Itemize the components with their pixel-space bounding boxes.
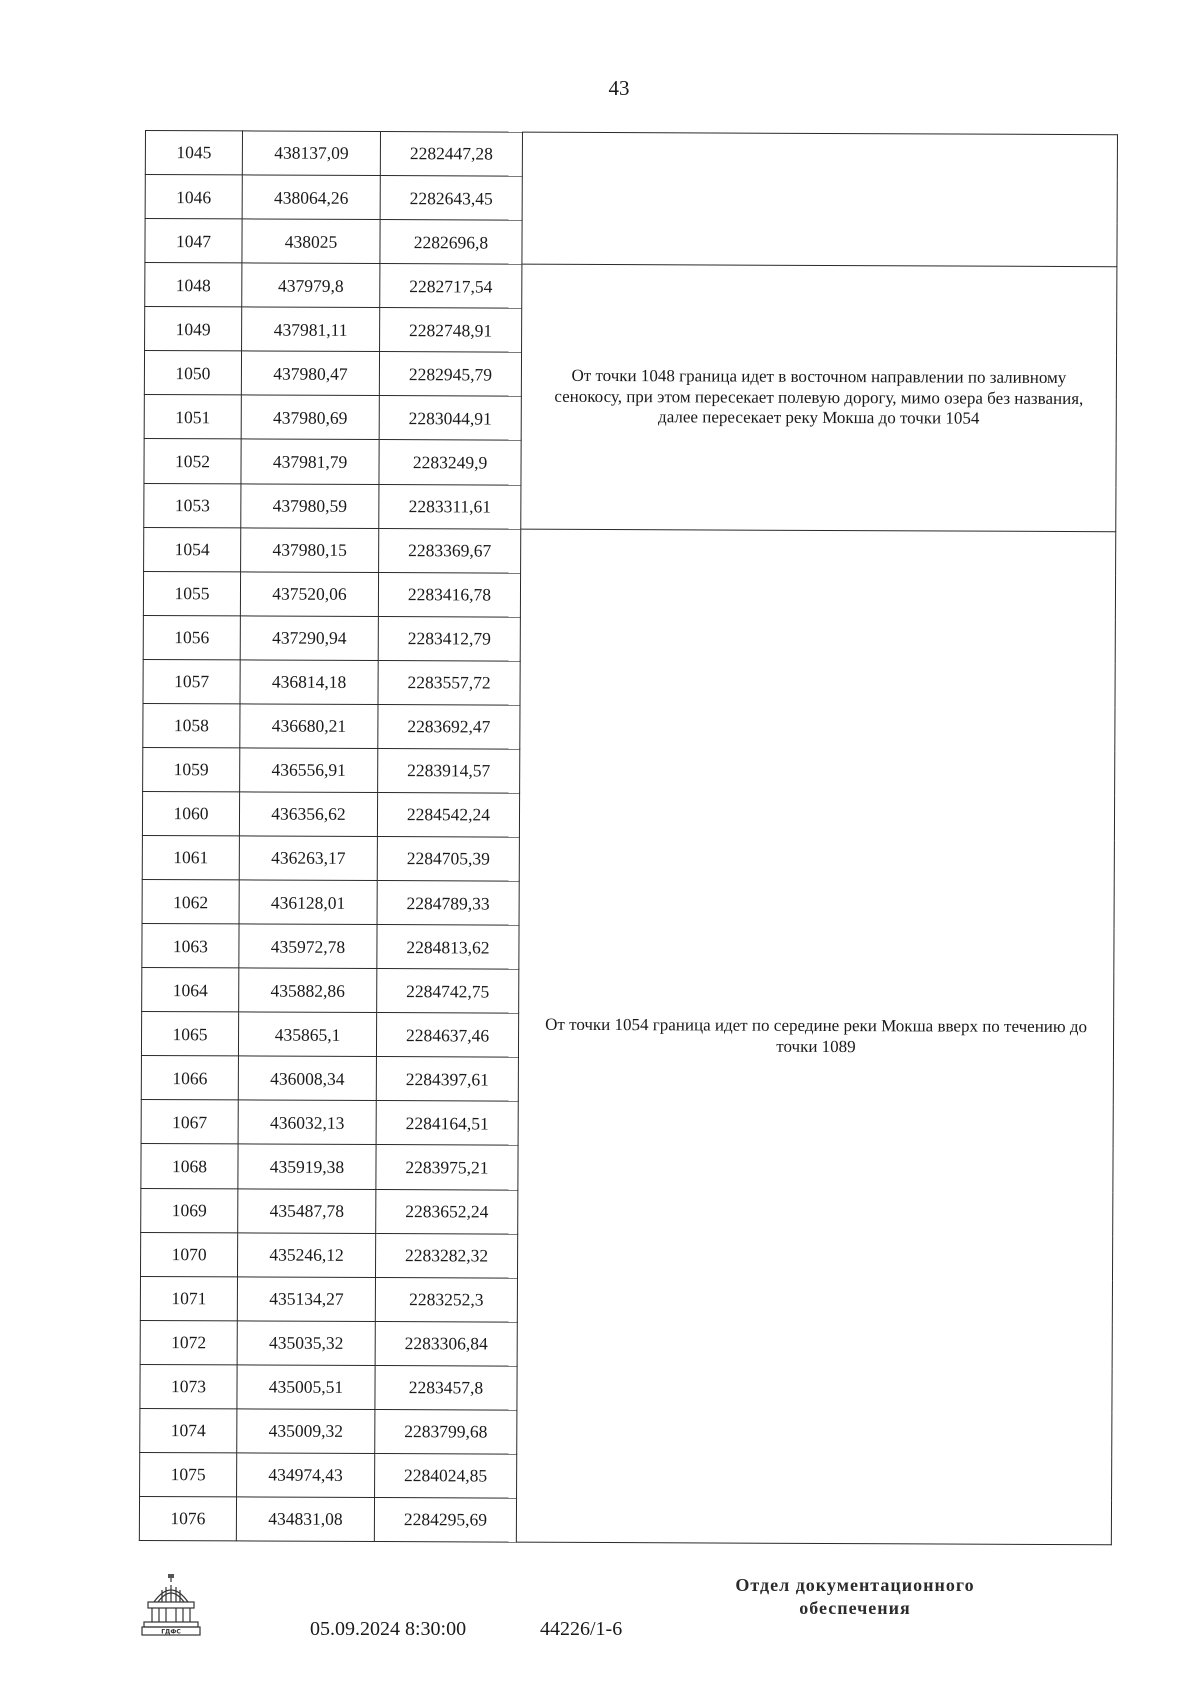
footer-document-number: 44226/1-6 xyxy=(540,1618,623,1640)
coord-y: 2284705,39 xyxy=(377,837,519,882)
point-number: 1066 xyxy=(141,1056,238,1100)
footer-datetime: 05.09.2024 8:30:00 xyxy=(310,1618,467,1640)
coord-x: 435246,12 xyxy=(237,1232,375,1277)
point-number: 1051 xyxy=(144,395,241,439)
coord-x: 435487,78 xyxy=(238,1188,376,1233)
page-number: 43 xyxy=(608,76,630,100)
point-number: 1049 xyxy=(145,307,242,351)
coord-x: 437981,11 xyxy=(242,307,380,352)
table-row xyxy=(145,131,1117,179)
coord-y: 2283369,67 xyxy=(379,528,521,573)
coord-y: 2283412,79 xyxy=(378,616,520,661)
coord-x: 436556,91 xyxy=(240,748,378,793)
point-number: 1075 xyxy=(140,1452,237,1496)
coord-x: 437979,8 xyxy=(242,263,380,308)
coord-y: 2283282,32 xyxy=(375,1233,517,1278)
coord-y: 2283975,21 xyxy=(376,1145,518,1190)
coord-x: 435865,1 xyxy=(238,1012,376,1057)
coord-y: 2283914,57 xyxy=(378,748,520,793)
coord-x: 437981,79 xyxy=(241,439,379,484)
boundary-description: От точки 1048 граница идет в восточном направлении по заливному сенокосу, при этом пересекает полевую дорогу, мимо озера без названия, далее пересекает реку Мокша до точки 1054 xyxy=(521,264,1117,531)
point-number: 1056 xyxy=(143,615,240,659)
coord-x: 436356,62 xyxy=(239,792,377,837)
point-number: 1073 xyxy=(140,1364,237,1408)
coord-y: 2284542,24 xyxy=(377,792,519,837)
coord-y: 2283457,8 xyxy=(375,1365,517,1410)
coord-x: 435972,78 xyxy=(239,924,377,969)
footer-department-stamp xyxy=(690,1574,1020,1619)
coord-y: 2283252,3 xyxy=(375,1277,517,1322)
gosduma-building-icon xyxy=(140,1572,202,1638)
coord-x: 435882,86 xyxy=(239,968,377,1013)
coord-y: 2284295,69 xyxy=(374,1497,516,1542)
coord-y: 2284397,61 xyxy=(376,1057,518,1102)
coord-x: 436263,17 xyxy=(239,836,377,881)
point-number: 1055 xyxy=(143,571,240,615)
svg-text:ГДФС: ГДФС xyxy=(161,1628,181,1636)
point-number: 1069 xyxy=(141,1188,238,1232)
point-number: 1068 xyxy=(141,1144,238,1188)
coord-x: 436128,01 xyxy=(239,880,377,925)
table-row xyxy=(144,527,1116,575)
coord-x: 436008,34 xyxy=(238,1056,376,1101)
point-number: 1053 xyxy=(144,483,241,527)
coord-y: 2284742,75 xyxy=(377,969,519,1014)
coord-x: 437980,47 xyxy=(241,351,379,396)
point-number: 1064 xyxy=(142,968,239,1012)
coord-y: 2283692,47 xyxy=(378,704,520,749)
coord-x: 435134,27 xyxy=(237,1277,375,1322)
point-number: 1059 xyxy=(143,747,240,791)
point-number: 1062 xyxy=(142,880,239,924)
table-row xyxy=(145,263,1117,311)
point-number: 1048 xyxy=(145,263,242,307)
coord-y: 2284789,33 xyxy=(377,881,519,926)
coord-y: 2283306,84 xyxy=(375,1321,517,1366)
coord-y: 2282717,54 xyxy=(380,264,522,309)
coord-y: 2283557,72 xyxy=(378,660,520,705)
coord-y: 2282748,91 xyxy=(380,308,522,353)
point-number: 1046 xyxy=(145,175,242,219)
coord-x: 435005,51 xyxy=(237,1365,375,1410)
coord-x: 438137,09 xyxy=(242,131,380,176)
point-number: 1047 xyxy=(145,219,242,263)
point-number: 1050 xyxy=(144,351,241,395)
coord-y: 2284813,62 xyxy=(377,925,519,970)
coord-x: 436814,18 xyxy=(240,660,378,705)
coord-y: 2283249,9 xyxy=(379,440,521,485)
coord-x: 437980,69 xyxy=(241,395,379,440)
point-number: 1067 xyxy=(141,1100,238,1144)
coord-x: 437980,59 xyxy=(241,483,379,528)
point-number: 1052 xyxy=(144,439,241,483)
point-number: 1071 xyxy=(140,1276,237,1320)
coord-y: 2282696,8 xyxy=(380,220,522,265)
point-number: 1060 xyxy=(142,791,239,835)
point-number: 1076 xyxy=(139,1496,236,1540)
coord-x: 437520,06 xyxy=(240,572,378,617)
coord-y: 2283044,91 xyxy=(379,396,521,441)
coord-x: 434831,08 xyxy=(236,1497,374,1542)
coord-y: 2284164,51 xyxy=(376,1101,518,1146)
coord-y: 2283799,68 xyxy=(375,1409,517,1454)
coord-y: 2282945,79 xyxy=(379,352,521,397)
point-number: 1045 xyxy=(145,131,242,175)
coord-y: 2284024,85 xyxy=(375,1453,517,1498)
coord-x: 435919,38 xyxy=(238,1144,376,1189)
coord-y: 2282447,28 xyxy=(380,132,522,177)
point-number: 1057 xyxy=(143,659,240,703)
coord-x: 438025 xyxy=(242,219,380,264)
coord-x: 434974,43 xyxy=(237,1453,375,1498)
point-number: 1063 xyxy=(142,924,239,968)
coord-x: 437290,94 xyxy=(240,616,378,661)
point-number: 1074 xyxy=(140,1408,237,1452)
point-number: 1070 xyxy=(140,1232,237,1276)
coord-x: 435009,32 xyxy=(237,1409,375,1454)
point-number: 1065 xyxy=(141,1012,238,1056)
coord-y: 2284637,46 xyxy=(376,1013,518,1058)
boundary-description-continued xyxy=(522,132,1118,267)
coord-x: 437980,15 xyxy=(241,527,379,572)
point-number: 1072 xyxy=(140,1320,237,1364)
point-number: 1054 xyxy=(144,527,241,571)
coord-y: 2282643,45 xyxy=(380,176,522,221)
point-number: 1058 xyxy=(143,703,240,747)
coord-x: 438064,26 xyxy=(242,175,380,220)
coord-x: 435035,32 xyxy=(237,1321,375,1366)
coord-y: 2283416,78 xyxy=(378,572,520,617)
department-line: обеспечения xyxy=(799,1597,911,1618)
boundary-coordinates-table xyxy=(139,130,1118,1545)
coord-x: 436680,21 xyxy=(240,704,378,749)
coord-x: 436032,13 xyxy=(238,1100,376,1145)
boundary-description: От точки 1054 граница идет по середине реки Мокша вверх по течению до точки 1089 xyxy=(516,529,1115,1545)
department-line: Отдел документационного xyxy=(735,1575,975,1595)
coord-y: 2283652,24 xyxy=(376,1189,518,1234)
point-number: 1061 xyxy=(142,835,239,879)
coord-y: 2283311,61 xyxy=(379,484,521,529)
